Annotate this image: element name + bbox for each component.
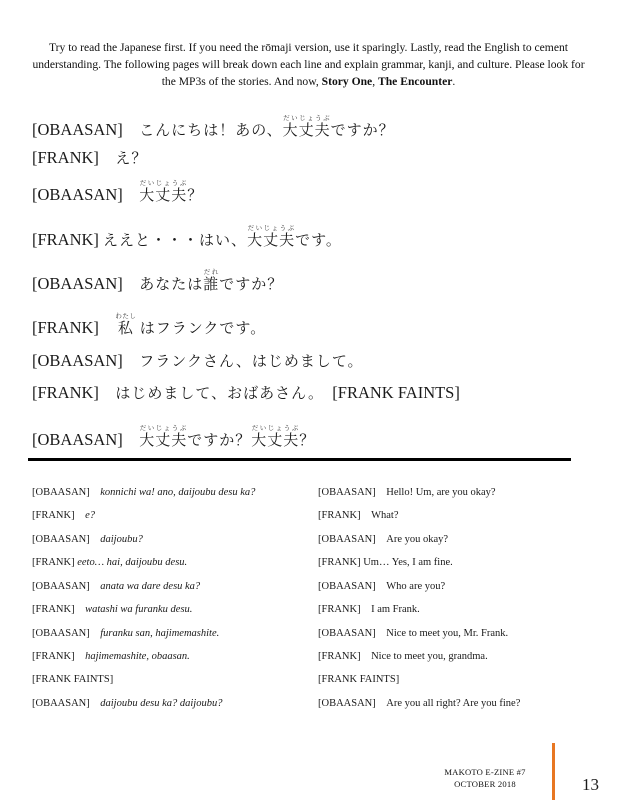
jp-line [32, 312, 266, 338]
furigana: 大丈夫だいじょうぶ [139, 424, 188, 449]
speaker: [OBAASAN] [32, 185, 123, 204]
section-divider [28, 458, 571, 461]
romaji-line: [OBAASAN] daijoubu? [32, 534, 143, 545]
story-title: The Encounter [378, 75, 453, 88]
furigana: 大丈夫だいじょうぶ [282, 114, 331, 139]
stage-direction: [FRANK FAINTS] [332, 383, 460, 402]
english-line: [FRANK] Um… Yes, I am fine. [318, 557, 453, 568]
furigana: 大丈夫だいじょうぶ [251, 424, 300, 449]
jp-line [32, 383, 460, 403]
english-line: [OBAASAN] Who are you? [318, 581, 446, 592]
english-line: [FRANK FAINTS] [318, 674, 400, 685]
romaji-line: [FRANK] watashi wa furanku desu. [32, 604, 193, 615]
jp-text: 大丈夫だいじょうぶ？ [139, 179, 204, 204]
speaker: [OBAASAN] [32, 274, 123, 293]
jp-line [32, 114, 395, 140]
english-line: [FRANK] What? [318, 510, 399, 521]
speaker: [FRANK] [32, 383, 99, 402]
romaji-line: [OBAASAN] furanku san, hajimemashite. [32, 628, 220, 639]
intro-paragraph: Try to read the Japanese first. If you need the rōmaji version, use it sparingly. Lastly, read the English to cement understanding. The following pages will break down each line and explain grammar, kanji, and culture. Please look for the MP3s of the stories. And now, Story One, The Encounter. [32, 41, 585, 88]
jp-text: あなたは誰だれですか？ [139, 268, 284, 293]
romaji-line: [OBAASAN] daijoubu desu ka? daijoubu? [32, 698, 223, 709]
jp-text: 私わたし はフランクです。 [115, 312, 267, 337]
jp-text: ええと・・・はい、大丈夫だいじょうぶです。 [103, 224, 342, 249]
english-line: [OBAASAN] Are you okay? [318, 534, 449, 545]
romaji-line: [OBAASAN] anata wa dare desu ka? [32, 581, 201, 592]
english-line: [FRANK] I am Frank. [318, 604, 420, 615]
story-label: Story One [321, 75, 373, 88]
intro-text: Try to read the Japanese first. If you need the rōmaji version, use it sparingly. Lastly, read the English to cement understanding. The following pages will break down each line and explain grammar, kanji, and culture. Please look for the MP3s of the stories. And now, [32, 41, 585, 88]
english-line: [OBAASAN] Are you all right? Are you fine? [318, 698, 521, 709]
romaji-line: [FRANK] eeto… hai, daijoubu desu. [32, 557, 188, 568]
jp-line [32, 424, 315, 450]
romaji-line: [FRANK FAINTS] [32, 674, 114, 685]
jp-text: こんにちは！あの、大丈夫だいじょうぶですか？ [139, 114, 395, 139]
furigana: 私わたし [115, 312, 137, 337]
jp-line [32, 179, 203, 205]
speaker: [OBAASAN] [32, 430, 123, 449]
romaji-line: [OBAASAN] konnichi wa! ano, daijoubu desu ka? [32, 487, 256, 498]
publication-name: MAKOTO E-ZINE #7 [444, 767, 526, 777]
jp-line [32, 351, 364, 371]
jp-line [32, 224, 342, 250]
speaker: [FRANK] [32, 148, 99, 167]
speaker: [OBAASAN] [32, 351, 123, 370]
romaji-line: [FRANK] e? [32, 510, 96, 521]
jp-text: 大丈夫だいじょうぶですか？大丈夫だいじょうぶ？ [139, 424, 316, 449]
jp-text: え？ [115, 149, 148, 167]
page-number: 13 [582, 775, 599, 794]
romaji-line: [FRANK] hajimemashite, obaasan. [32, 651, 190, 662]
footer-accent-bar [552, 743, 555, 800]
jp-text: はじめまして、おばあさん。 [115, 384, 325, 402]
jp-line [32, 268, 283, 294]
speaker: [FRANK] [32, 230, 99, 249]
furigana: 大丈夫だいじょうぶ [247, 224, 296, 249]
furigana: 誰だれ [203, 268, 220, 293]
jp-text: フランクさん、はじめまして。 [139, 352, 364, 370]
english-line: [FRANK] Nice to meet you, grandma. [318, 651, 488, 662]
speaker: [FRANK] [32, 318, 99, 337]
jp-line [32, 148, 147, 168]
speaker: [OBAASAN] [32, 120, 123, 139]
publication-date: OCTOBER 2018 [454, 779, 516, 789]
english-line: [OBAASAN] Hello! Um, are you okay? [318, 487, 496, 498]
footer-publication [430, 766, 540, 790]
furigana: 大丈夫だいじょうぶ [139, 179, 188, 204]
english-line: [OBAASAN] Nice to meet you, Mr. Frank. [318, 628, 509, 639]
